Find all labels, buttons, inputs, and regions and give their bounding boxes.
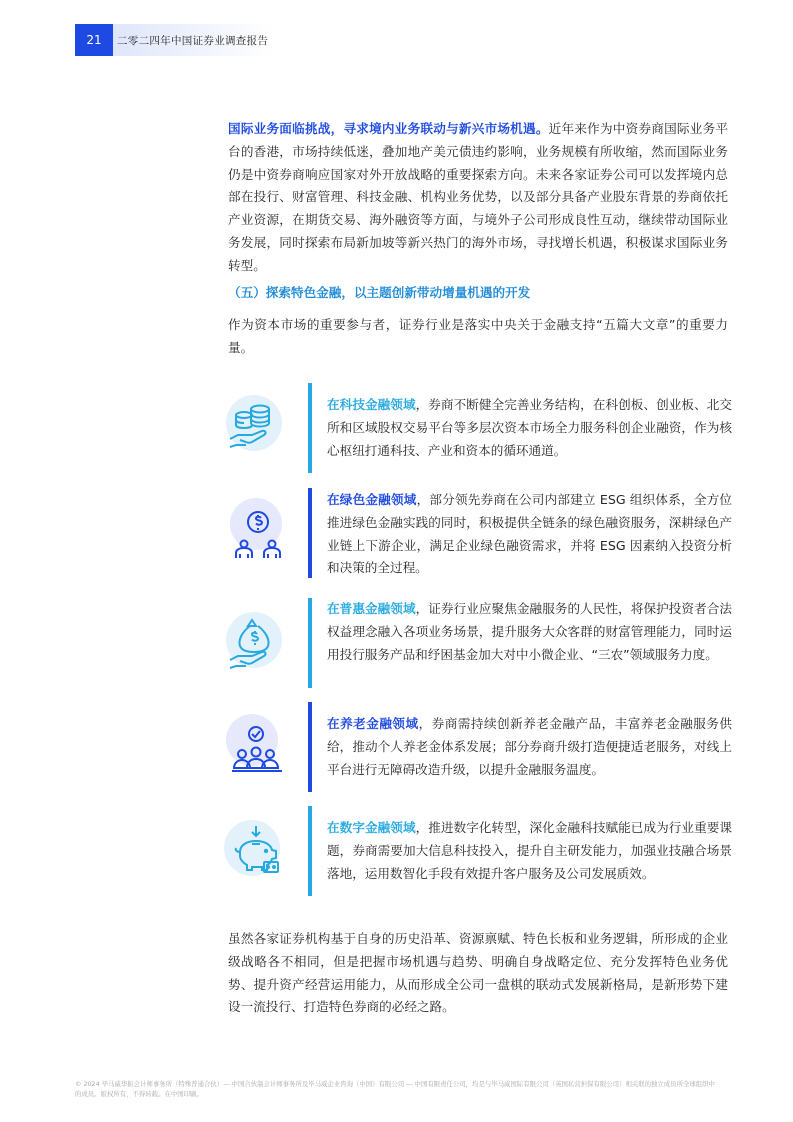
card-accent-bar: [308, 383, 312, 473]
card-body: ，券商需持续创新养老金融产品，丰富养老金融服务供给，推动个人养老金体系发展；部分券商升级打造便捷适老服务，对线上平台进行无障碍改造升级，以提升金融服务温度。: [327, 716, 733, 777]
intro-lead: 国际业务面临挑战，寻求境内业务联动与新兴市场机遇。: [228, 121, 549, 136]
coins-in-hand-icon: [222, 391, 292, 461]
closing-paragraph: 虽然各家证券机构基于自身的历史沿革、资源禀赋、特色长板和业务逻辑，所形成的企业级战略各不相同，但是把握市场机遇与趋势、明确自身战略定位、充分发挥特色业务优势、提升资产经营运用能力，从而形成全公司一盘棋的联动式发展新格局，是新形势下建设一流投行、打造特色券商的必经之路。: [228, 931, 728, 1015]
piggy-bank-icon: [222, 818, 292, 888]
elderly-group-icon: [222, 714, 292, 784]
card-accent-bar: [308, 598, 312, 688]
card-title: 在数字金融领域: [327, 820, 416, 835]
report-title: 二零二四年中国证券业调查报告: [117, 35, 269, 47]
card-text: [327, 394, 732, 462]
intro-paragraph: [228, 118, 728, 278]
card-body: ，证券行业应聚焦金融服务的人民性，将保护投资者合法权益理念融入各项业务场景，提升服务大众客群的财富管理能力，同时运用投行服务产品和纾困基金加大对中小微企业、“三农”领域服务力度。: [327, 601, 733, 662]
people-dollar-icon: [222, 498, 292, 568]
card-body: ，券商不断健全完善业务结构，在科创板、创业板、北交所和区域股权交易平台等多层次资本市场全力服务科创企业融资，作为核心枢纽打通科技、产业和资本的循环通道。: [327, 397, 733, 458]
card-text: [327, 817, 732, 885]
card-green-finance: [222, 488, 734, 578]
card-text: [327, 598, 732, 666]
card-accent-bar: [308, 806, 312, 896]
footer-copyright: © 2024 毕马威华振会计师事务所（特殊普通合伙）— 中国合伙制会计师事务所及毕马威企业咨询（中国）有限公司 — 中国有限责任公司，均是与毕马威国际有限公司（英国私营担保有限公司）相关联的独立成员所全球组织中的成员。版权所有，不得转载。在中国印刷。: [75, 1080, 715, 1098]
section-intro: 作为资本市场的重要参与者，证券行业是落实中央关于金融支持“五篇大文章”的重要力量。: [228, 317, 728, 355]
money-bag-hand-icon: [222, 610, 292, 680]
card-title: 在普惠金融领域: [327, 601, 416, 616]
card-text: [327, 713, 732, 781]
card-text: [327, 489, 732, 580]
card-accent-bar: [308, 702, 312, 792]
card-title: 在科技金融领域: [327, 397, 416, 412]
card-accent-bar: [308, 488, 312, 578]
card-body: ，推进数字化转型，深化金融科技赋能已成为行业重要课题，券商需要加大信息科技投入，提升自主研发能力，加强业技融合场景落地，运用数智化手段有效提升客户服务及公司发展质效。: [327, 820, 733, 881]
card-title: 在养老金融领域: [327, 716, 419, 731]
intro-body: 近年来作为中资券商国际业务平台的香港，市场持续低迷，叠加地产美元债违约影响，业务规模有所收缩，然而国际业务仍是中资券商响应国家对外开放战略的重要探索方向。未来各家证券公司可以发挥境内总部在投行、财富管理、科技金融、机构业务优势，以及部分具备产业股东背景的券商依托产业资源，在期货交易、海外融资等方面，与境外子公司形成良性互动，继续带动国际业务发展，同时探索布局新加坡等新兴热门的海外市场，寻找增长机遇，积极谋求国际业务转型。: [228, 121, 729, 273]
card-digital-finance: [222, 806, 734, 896]
card-tech-finance: [222, 383, 734, 473]
card-title: 在绿色金融领域: [327, 492, 417, 507]
card-body: ，部分领先券商在公司内部建立 ESG 组织体系，全方位推进绿色金融实践的同时，积极提供全链条的绿色融资服务，深耕绿色产业链上下游企业，满足企业绿色融资需求，并将 ESG 因素纳入投资分析和决策的全过程。: [327, 492, 733, 576]
card-inclusive-finance: [222, 598, 734, 688]
page-number: 21: [75, 24, 113, 56]
section-heading: （五）探索特色金融，以主题创新带动增量机遇的开发: [228, 285, 531, 300]
card-pension-finance: [222, 702, 734, 792]
